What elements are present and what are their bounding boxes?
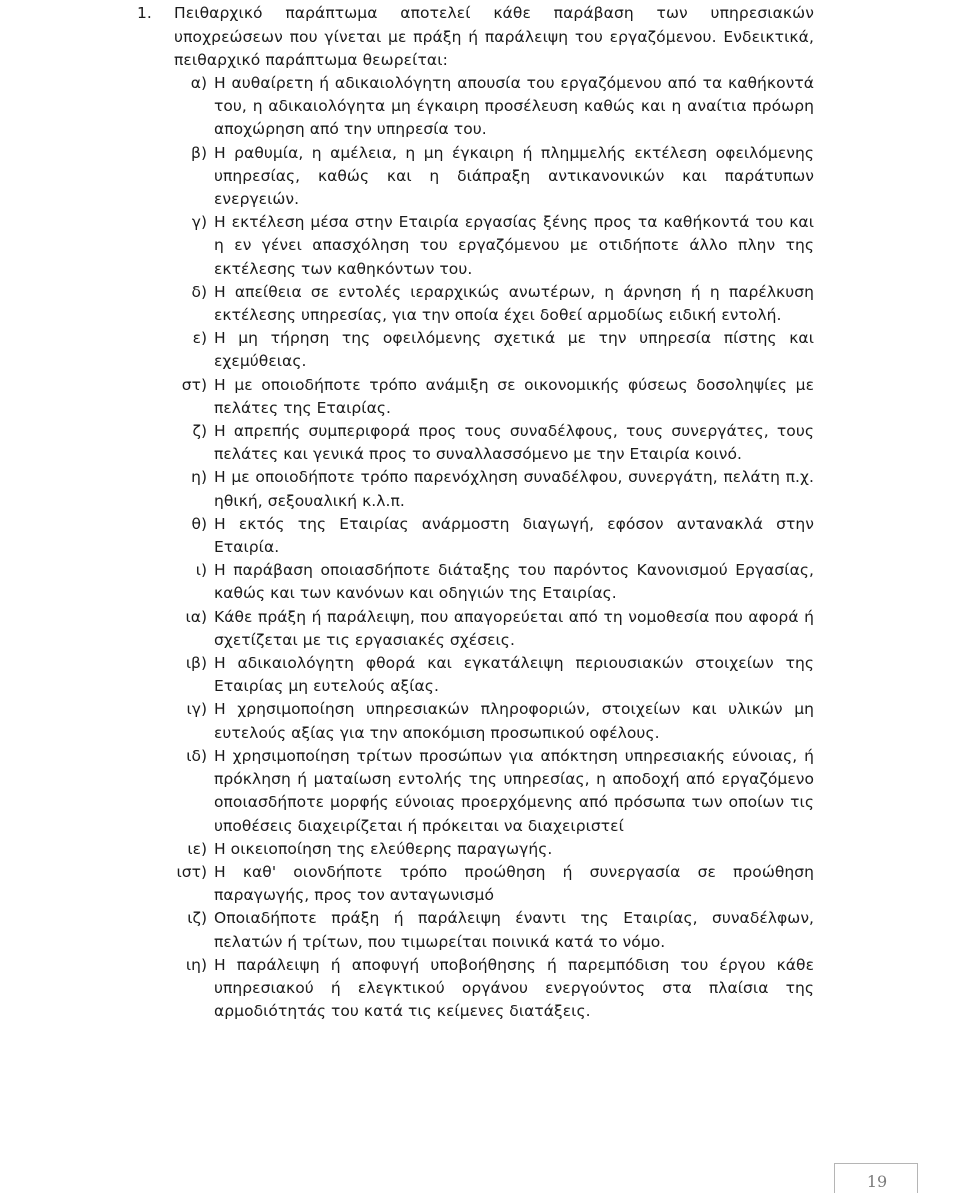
list-item	[0, 838, 960, 861]
list-item-label: ιγ)	[186, 700, 207, 719]
list-item-label: δ)	[191, 282, 207, 301]
list-item-label: ια)	[185, 607, 207, 626]
list-item	[0, 142, 960, 212]
list-item	[0, 559, 960, 605]
list-item	[0, 72, 960, 142]
list-item-label: ιστ)	[176, 862, 207, 881]
list-item-text: Η αδικαιολόγητη φθορά και εγκατάλειψη περιουσιακών στοιχείων της Εταιρίας μη ευτελούς αξίας.	[214, 654, 814, 696]
list-item	[0, 327, 960, 373]
list-item-label: ιβ)	[185, 654, 207, 673]
offense-list	[0, 72, 960, 1023]
list-item	[0, 698, 960, 744]
list-item-text: Κάθε πράξη ή παράλειψη, που απαγορεύεται από τη νομοθεσία που αφορά ή σχετίζεται με τις εργασιακές σχέσεις.	[214, 607, 814, 649]
list-item	[0, 606, 960, 652]
list-item-label: η)	[191, 468, 207, 487]
list-item-text: Η με οποιοδήποτε τρόπο παρενόχληση συναδέλφου, συνεργάτη, πελάτη π.χ. ηθική, σεξουαλική κ.λ.π.	[214, 468, 814, 510]
list-item-text: Η παράβαση οποιασδήποτε διάταξης του παρόντος Κανονισμού Εργασίας, καθώς και των κανόνων και οδηγιών της Εταιρίας.	[214, 561, 814, 603]
list-item-text: Η εκτέλεση μέσα στην Εταιρία εργασίας ξένης προς τα καθήκοντά του και η εν γένει απασχόληση του εργαζόμενου με οτιδήποτε άλλο πλην της εκτέλεσης των καθηκόντων του.	[214, 213, 814, 278]
list-item-text: Η καθ' οιονδήποτε τρόπο προώθηση ή συνεργασία σε προώθηση παραγωγής, προς τον ανταγωνισμό	[214, 862, 814, 905]
list-item-label: α)	[190, 74, 207, 92]
page-number: 19	[866, 1172, 888, 1191]
list-item	[0, 211, 960, 281]
list-item-text: Η οικειοποίηση της ελεύθερης παραγωγής.	[214, 839, 553, 858]
list-item-label: ιζ)	[187, 909, 207, 928]
list-item	[0, 281, 960, 327]
list-item-label: ζ)	[192, 422, 207, 441]
list-item	[0, 420, 960, 466]
list-item	[0, 652, 960, 698]
list-item	[0, 466, 960, 512]
list-item-label: θ)	[191, 514, 207, 533]
list-item-label: ι)	[195, 561, 207, 580]
list-item-text: Η παράλειψη ή αποφυγή υποβοήθησης ή παρεμπόδιση του έργου κάθε υπηρεσιακού ή ελεγκτικού οργάνου ενεργούντος στα πλαίσια της αρμοδιότητάς του κατά τις κείμενες διατάξεις.	[214, 955, 814, 1021]
list-item	[0, 954, 960, 1024]
intro-text: Πειθαρχικό παράπτωμα αποτελεί κάθε παράβαση των υπηρεσιακών υποχρεώσεων που γίνεται με πράξη ή παράλειψη του εργαζόμενου. Ενδεικτικά, πειθαρχικό παράπτωμα θεωρείται:	[174, 4, 814, 69]
page-number-box	[834, 1163, 918, 1193]
list-item-label: β)	[191, 143, 207, 162]
list-item-text: Η χρησιμοποίηση υπηρεσιακών πληροφοριών, στοιχείων και υλικών μη ευτελούς αξίας για την αποκόμιση προσωπικού οφέλους.	[214, 700, 814, 742]
list-item-label: ιε)	[187, 839, 207, 858]
list-item-text: Η χρησιμοποίηση τρίτων προσώπων για απόκτηση υπηρεσιακής εύνοιας, ή πρόκληση ή ματαίωση εντολής της υπηρεσίας, η αποδοχή από εργαζόμενο οποιασδήποτε μορφής εύνοιας προερχόμενης από πρόσωπα των οποίων τις υποθέσεις διαχειρίζεται ή πρόκειται να διαχειριστεί	[214, 746, 814, 835]
list-item	[0, 513, 960, 559]
list-item-text: Η απρεπής συμπεριφορά προς τους συναδέλφους, τους συνεργάτες, τους πελάτες και γενικά προς το συναλλασσόμενο με την Εταιρία κοινό.	[214, 422, 814, 464]
list-item-text: Η ραθυμία, η αμέλεια, η μη έγκαιρη ή πλημμελής εκτέλεση οφειλόμενης υπηρεσίας, καθώς και η διάπραξη αντικανονικών και παράτυπων ενεργειών.	[214, 143, 814, 209]
list-item-label: ε)	[192, 329, 207, 348]
list-item	[0, 745, 960, 838]
list-item-text: Η εκτός της Εταιρίας ανάρμοστη διαγωγή, εφόσον αντανακλά στην Εταιρία.	[214, 514, 814, 557]
list-item-text: Η απείθεια σε εντολές ιεραρχικώς ανωτέρων, η άρνηση ή η παρέλκυση εκτέλεσης υπηρεσίας, για την οποία έχει δοθεί αρμοδίως ειδική εντολή.	[214, 282, 814, 325]
list-item-text: Η μη τήρηση της οφειλόμενης σχετικά με την υπηρεσία πίστης και εχεμύθειας.	[214, 329, 814, 371]
list-item-label: ιδ)	[186, 746, 207, 765]
list-item-label: γ)	[191, 213, 207, 232]
list-item-label: στ)	[181, 375, 207, 394]
list-item-text: Η με οποιοδήποτε τρόπο ανάμιξη σε οικονομικής φύσεως δοσοληψίες με πελάτες της Εταιρίας.	[214, 375, 814, 417]
list-item-label: ιη)	[185, 955, 207, 974]
list-item	[0, 907, 960, 953]
list-item	[0, 861, 960, 907]
list-item	[0, 374, 960, 420]
list-item-text: Η αυθαίρετη ή αδικαιολόγητη απουσία του εργαζόμενου από τα καθήκοντά του, η αδικαιολόγητα μη έγκαιρη προσέλευση καθώς και η αναίτια πρόωρη αποχώρηση από την υπηρεσία του.	[214, 74, 814, 139]
list-item-text: Οποιαδήποτε πράξη ή παράλειψη έναντι της Εταιρίας, συναδέλφων, πελατών ή τρίτων, που τιμωρείται ποινικά κατά το νόμο.	[214, 909, 814, 951]
paragraph-number: 1.	[137, 4, 152, 22]
